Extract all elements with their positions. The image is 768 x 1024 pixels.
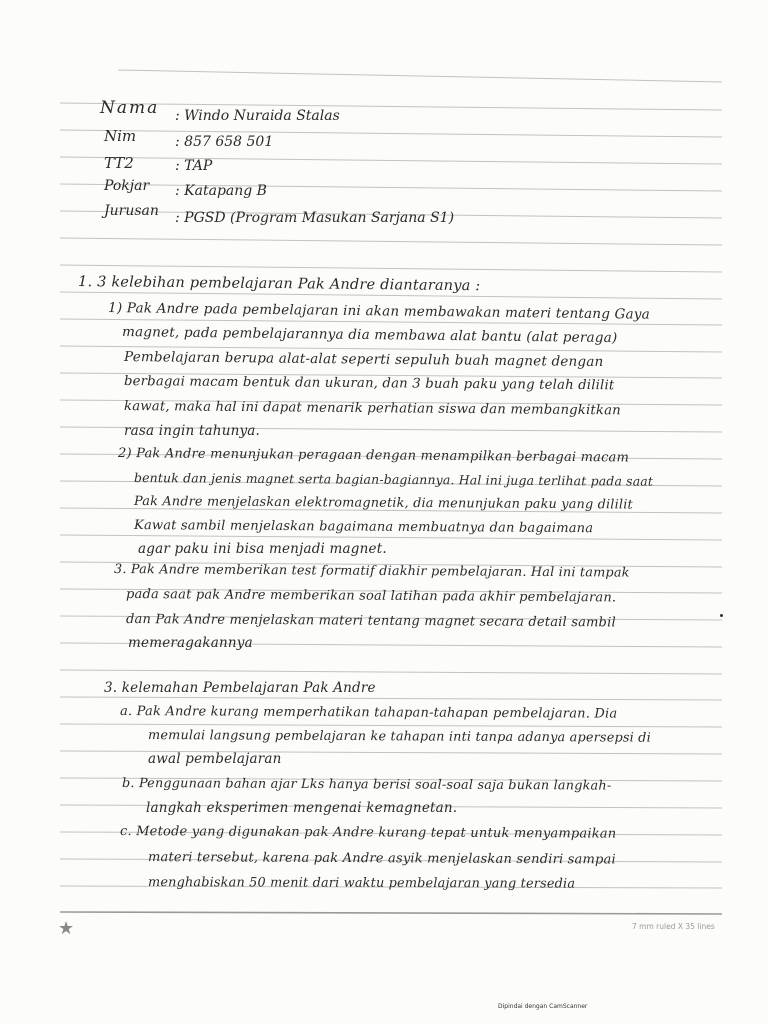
section1-point3-line1: 3. Pak Andre memberikan test formatif diakhir pembelajaran. Hal ini tampak	[114, 562, 630, 581]
section3-point-a-line3: awal pembelajaran	[148, 751, 282, 767]
section1-point2-line1: 2) Pak Andre menunjukan peragaan dengan menampilkan berbagai macam	[118, 446, 630, 466]
section1-point1-line3: Pembelajaran berupa alat-alat seperti sepuluh buah magnet dengan	[124, 349, 604, 371]
nim-label: Nim	[104, 127, 137, 145]
star-icon: ★	[58, 918, 75, 939]
nama-label: Nama	[100, 98, 160, 118]
section3-point-b-line1: b. Penggunaan bahan ajar Lks hanya berisi soal-soal saja bukan langkah-	[122, 776, 612, 794]
section1-point1-line6: rasa ingin tahunya.	[124, 423, 261, 439]
section1-heading: 1. 3 kelebihan pembelajaran Pak Andre diantaranya :	[78, 274, 481, 295]
section1-point3-line3: dan Pak Andre menjelaskan materi tentang magnet secara detail sambil	[126, 612, 616, 631]
section1-point1-line1: 1) Pak Andre pada pembelajaran ini akan membawakan materi tentang Gaya	[108, 300, 650, 323]
pokjar-value: : Katapang B	[175, 183, 267, 199]
section1-point2-line2: bentuk dan jenis magnet serta bagian-bagiannya. Hal ini juga terlihat pada saat	[134, 470, 654, 489]
section1-point3-line2: pada saat pak Andre memberikan soal latihan pada akhir pembelajaran.	[126, 587, 617, 606]
pokjar-label: Pokjar	[104, 178, 150, 194]
nim-value: : 857 658 501	[175, 134, 274, 150]
nama-value: : Windo Nuraida Stalas	[175, 108, 340, 124]
section1-point2-line4: Kawat sambil menjelaskan bagaimana membuatnya dan bagaimana	[134, 518, 594, 537]
paper-spec-label: 7 mm ruled X 35 lines	[632, 922, 715, 931]
section1-point1-line4: berbagai macam bentuk dan ukuran, dan 3 buah paku yang telah dililit	[124, 374, 615, 394]
tt2-label: TT2	[104, 154, 134, 172]
section1-point1-line2: magnet, pada pembelajarannya dia membawa alat bantu (alat peraga)	[122, 324, 618, 347]
jurusan-label: Jurusan	[104, 203, 159, 219]
section1-point3-line4: memeragakannya	[128, 635, 253, 651]
ink-dot	[720, 614, 723, 617]
section1-point2-line5: agar paku ini bisa menjadi magnet.	[138, 541, 387, 557]
section3-heading: 3. kelemahan Pembelajaran Pak Andre	[104, 680, 376, 696]
section3-point-c-line1: c. Metode yang digunakan pak Andre kurang tepat untuk menyampaikan	[120, 824, 617, 842]
section1-point1-line5: kawat, maka hal ini dapat menarik perhatian siswa dan membangkitkan	[124, 399, 621, 419]
tt2-value: : TAP	[175, 158, 213, 174]
camscanner-watermark: Dipindai dengan CamScanner	[498, 1003, 588, 1010]
section3-point-c-line2: materi tersebut, karena pak Andre asyik menjelaskan sendiri sampai	[148, 850, 616, 868]
section3-point-a-line1: a. Pak Andre kurang memperhatikan tahapan-tahapan pembelajaran. Dia	[120, 704, 618, 722]
section3-point-b-line2: langkah eksperimen mengenai kemagnetan.	[146, 800, 458, 816]
jurusan-value: : PGSD (Program Masukan Sarjana S1)	[175, 210, 455, 226]
section3-point-c-line3: menghabiskan 50 menit dari waktu pembelajaran yang tersedia	[148, 875, 576, 892]
section1-point2-line3: Pak Andre menjelaskan elektromagnetik, dia menunjukan paku yang dililit	[134, 494, 633, 513]
section3-point-a-line2: memulai langsung pembelajaran ke tahapan inti tanpa adanya apersepsi di	[148, 728, 651, 746]
